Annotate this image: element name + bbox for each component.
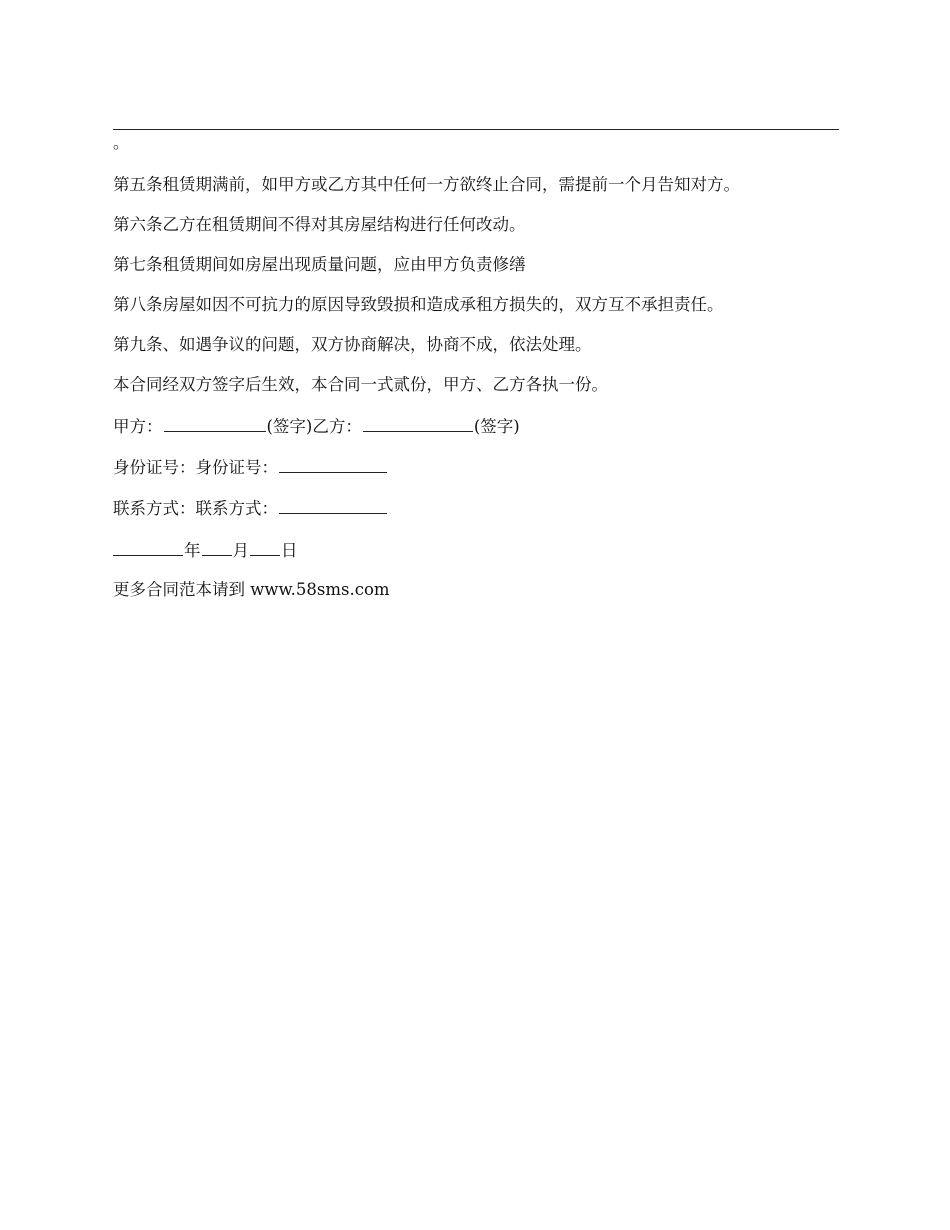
clause-7: 第七条租赁期间如房屋出现质量问题，应由甲方负责修缮 <box>113 255 526 274</box>
year-blank <box>113 537 183 556</box>
clause-8: 第八条房屋如因不可抗力的原因导致毁损和造成承租方损失的，双方互不承担责任。 <box>113 295 724 314</box>
year-label: 年 <box>184 541 201 560</box>
party-b-sign-hint: (签字) <box>473 417 520 436</box>
id-number-line <box>113 454 388 480</box>
fill-in-rule <box>113 129 839 130</box>
contact-label: 联系方式：联系方式： <box>113 499 278 518</box>
clause-6: 第六条乙方在租赁期间不得对其房屋结构进行任何改动。 <box>113 215 526 234</box>
contact-blank <box>279 495 387 514</box>
signature-line <box>113 413 520 439</box>
party-a-signature-blank <box>164 413 266 432</box>
clause-9: 第九条、如遇争议的问题，双方协商解决，协商不成，依法处理。 <box>113 335 592 354</box>
effectiveness-clause: 本合同经双方签字后生效，本合同一式贰份，甲方、乙方各执一份。 <box>113 375 608 394</box>
party-b-signature-blank <box>363 413 473 432</box>
id-number-label: 身份证号：身份证号： <box>113 458 278 477</box>
footer-note: 更多合同范本请到 www.58sms.com <box>113 580 390 599</box>
contact-line <box>113 495 388 521</box>
party-a-label: 甲方： <box>113 417 163 436</box>
day-blank <box>250 537 280 556</box>
party-b-label: 乙方： <box>312 417 362 436</box>
day-label: 日 <box>281 541 298 560</box>
id-number-blank <box>279 454 387 473</box>
rule-end-mark: 。 <box>113 133 130 152</box>
clause-5: 第五条租赁期满前，如甲方或乙方其中任何一方欲终止合同，需提前一个月告知对方。 <box>113 175 740 194</box>
month-blank <box>202 537 232 556</box>
month-label: 月 <box>232 541 249 560</box>
date-line <box>113 537 298 563</box>
party-a-sign-hint: (签字) <box>266 417 313 436</box>
